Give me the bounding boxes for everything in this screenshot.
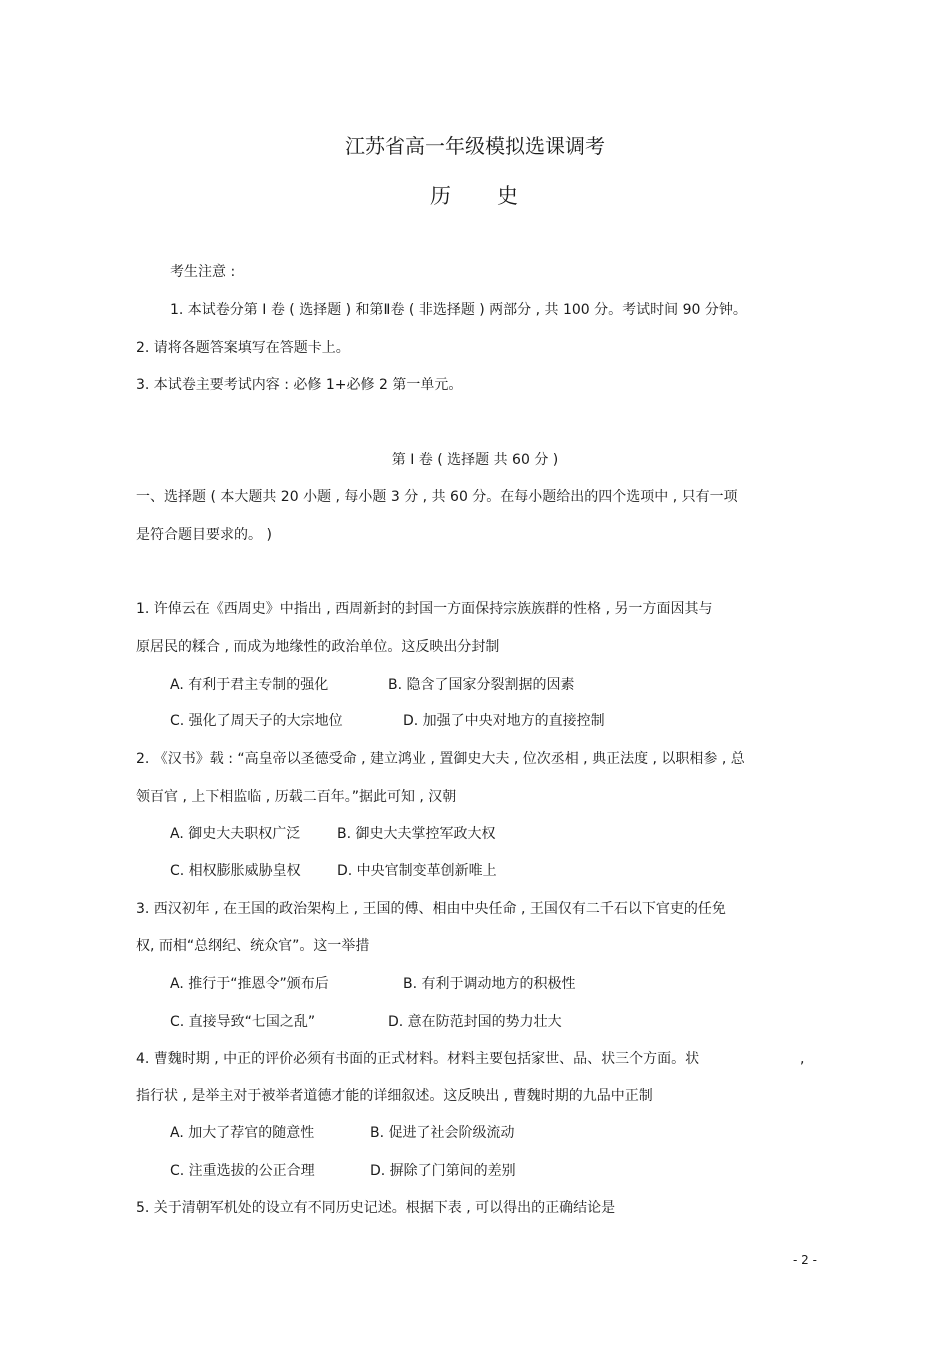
question-text: 领百官 , 上下相监临 , 历载二百年。”据此可知 , 汉朝: [136, 789, 457, 805]
option-c: C. 强化了周天子的大宗地位: [170, 713, 343, 729]
question-text: 指行状 , 是举主对于被举者道德才能的详细叙述。这反映出 , 曹魏时期的九品中正制: [136, 1088, 653, 1104]
option-d: D. 中央官制变革创新唯上: [337, 863, 497, 879]
option-c: C. 直接导致“七国之乱”: [170, 1014, 316, 1030]
section-intro: 一、选择题 ( 本大题共 20 小题 , 每小题 3 分 , 共 60 分。在每小题给出的四个选项中 , 只有一项: [136, 489, 738, 505]
section-intro: 是符合题目要求的。 ): [136, 527, 272, 543]
option-c: C. 相权膨胀威胁皇权: [170, 863, 301, 879]
question-text: 3. 西汉初年 , 在王国的政治架构上 , 王国的傅、相由中央任命 , 王国仅有二千石以下官吏的任免: [136, 901, 726, 917]
option-b: B. 促进了社会阶级流动: [370, 1125, 515, 1141]
notice-item: 1. 本试卷分第 I 卷 ( 选择题 ) 和第Ⅱ卷 ( 非选择题 ) 两部分 , 共 100 分。考试时间 90 分钟。: [170, 302, 747, 318]
question-text: 1. 许倬云在《西周史》中指出 , 西周新封的封国一方面保持宗族族群的性格 , 另一方面因其与: [136, 601, 713, 617]
option-b: B. 隐含了国家分裂割据的因素: [388, 677, 575, 693]
option-d: D. 加强了中央对地方的直接控制: [403, 713, 605, 729]
option-a: A. 御史大夫职权广泛: [170, 826, 301, 842]
subject-char-1: 历: [430, 184, 451, 208]
question-text: 5. 关于清朝军机处的设立有不同历史记述。根据下表 , 可以得出的正确结论是: [136, 1200, 616, 1216]
question-text: 原居民的糅合 , 而成为地缘性的政治单位。这反映出分封制: [136, 639, 500, 655]
notice-heading: 考生注意 :: [170, 264, 236, 280]
option-a: A. 推行于“推恩令”颁布后: [170, 976, 329, 992]
option-b: B. 御史大夫掌控军政大权: [337, 826, 496, 842]
notice-item: 3. 本试卷主要考试内容 : 必修 1+必修 2 第一单元。: [136, 377, 463, 393]
option-b: B. 有利于调动地方的积极性: [403, 976, 576, 992]
option-a: A. 加大了荐官的随意性: [170, 1125, 315, 1141]
option-d: D. 意在防范封国的势力壮大: [388, 1014, 562, 1030]
question-text-tail: ,: [800, 1051, 805, 1067]
subject-char-2: 史: [497, 184, 518, 208]
question-text: 4. 曹魏时期 , 中正的评价必须有书面的正式材料。材料主要包括家世、品、状三个方面。状: [136, 1051, 700, 1067]
notice-item: 2. 请将各题答案填写在答题卡上。: [136, 340, 350, 356]
question-text: 权, 而相“总纲纪、统众官”。这一举措: [136, 938, 370, 954]
section-title: 第 I 卷 ( 选择题 共 60 分 ): [391, 452, 559, 468]
exam-title: 江苏省高一年级模拟选课调考: [345, 134, 605, 158]
question-text: 2. 《汉书》载 : “高皇帝以圣德受命 , 建立鸿业 , 置御史大夫 , 位次丞相 , 典正法度 , 以职相参 , 总: [136, 751, 745, 767]
option-d: D. 摒除了门第间的差别: [370, 1163, 516, 1179]
page-number: - 2 -: [793, 1253, 817, 1267]
option-a: A. 有利于君主专制的强化: [170, 677, 329, 693]
option-c: C. 注重选拔的公正合理: [170, 1163, 315, 1179]
